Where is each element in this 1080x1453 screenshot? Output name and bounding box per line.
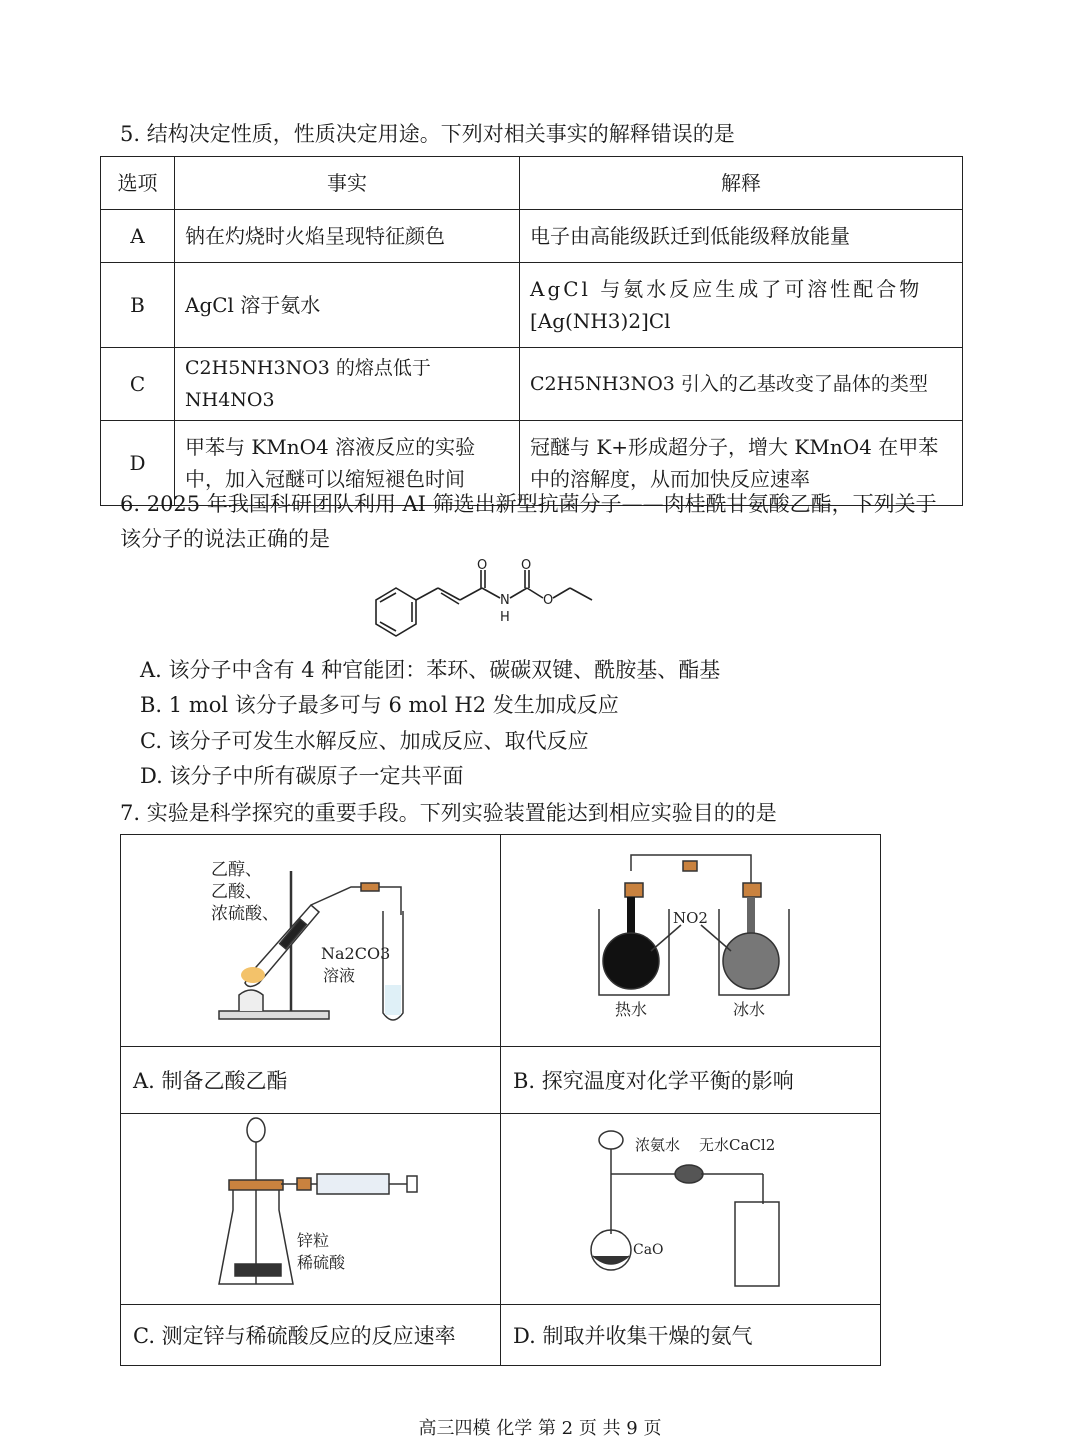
q6-stem-line1: 6. 2025 年我国科研团队利用 AI 筛选出新型抗菌分子——肉桂酰甘氨酸乙酯，下列关于	[120, 492, 937, 516]
q5-stem: 5. 结构决定性质，性质决定用途。下列对相关事实的解释错误的是	[120, 122, 735, 146]
atom-label: O	[477, 558, 488, 573]
table-row	[121, 835, 881, 1047]
table-header: 解释	[520, 157, 963, 210]
explanation-line: AgCl 与氨水反应生成了可溶性配合物	[530, 277, 923, 301]
acid-label: 稀硫酸	[297, 1253, 346, 1272]
fact-cell: C2H5NH3NO3 的熔点低于 NH4NO3	[175, 348, 520, 421]
caption-c: C. 测定锌与稀硫酸反应的反应速率	[121, 1305, 501, 1366]
drier-label: 无水CaCl2	[699, 1136, 776, 1154]
apparatus-a-cell	[121, 835, 501, 1047]
q5-table	[100, 156, 963, 506]
caption-a: A. 制备乙酸乙酯	[121, 1047, 501, 1114]
fact-line: 甲苯与 KMnO4 溶液反应的实验	[185, 435, 476, 459]
apparatus-a-figure	[121, 835, 500, 1046]
table-row	[101, 210, 963, 263]
explanation-cell: C2H5NH3NO3 引入的乙基改变了晶体的类型	[520, 348, 963, 421]
hot-water-label: 热水	[615, 1000, 648, 1019]
atom-label: H	[500, 610, 510, 625]
table-row	[101, 263, 963, 348]
option-letter: C	[101, 348, 175, 421]
explanation-line: 冠醚与 K+形成超分子，增大 KMnO4 在甲苯	[530, 435, 939, 459]
page-footer: 高三四模 化学 第 2 页 共 9 页	[418, 1418, 662, 1439]
apparatus-d-cell	[501, 1114, 881, 1305]
na2co3-label: Na2CO3	[321, 944, 391, 963]
cao-label: CaO	[633, 1242, 664, 1258]
explanation-line: 中的溶解度，从而加快反应速率	[530, 467, 810, 491]
option-letter: B	[101, 263, 175, 348]
q6-option-b: B. 1 mol 该分子最多可与 6 mol H2 发生加成反应	[140, 693, 619, 717]
apparatus-d-figure	[501, 1114, 880, 1304]
caption-b: B. 探究温度对化学平衡的影响	[501, 1047, 881, 1114]
fact-line: 中，加入冠醚可以缩短褪色时间	[185, 467, 465, 491]
fact-cell: 钠在灼烧时火焰呈现特征颜色	[175, 210, 520, 263]
q6-option-d: D. 该分子中所有碳原子一定共平面	[140, 764, 464, 788]
table-row	[121, 1114, 881, 1305]
option-letter: A	[101, 210, 175, 263]
ammonia-label: 浓氨水	[635, 1136, 681, 1154]
option-letter: D	[101, 421, 175, 506]
table-row	[121, 1305, 881, 1366]
molecule-structure	[360, 558, 610, 648]
table-row	[121, 1047, 881, 1114]
table-header: 事实	[175, 157, 520, 210]
apparatus-c-cell	[121, 1114, 501, 1305]
q7-apparatus-table	[120, 834, 881, 1366]
reagent-label: 乙醇、	[211, 860, 262, 880]
atom-label: O	[543, 593, 554, 608]
apparatus-b-cell	[501, 835, 881, 1047]
table-row	[101, 348, 963, 421]
apparatus-c-figure	[121, 1114, 500, 1304]
reagent-label: 浓硫酸、	[211, 904, 279, 924]
zinc-label: 锌粒	[297, 1231, 330, 1250]
table-header: 选项	[101, 157, 175, 210]
explanation-cell: 电子由高能级跃迁到低能级释放能量	[520, 210, 963, 263]
q6-stem-line2: 该分子的说法正确的是	[120, 527, 330, 551]
q6-option-c: C. 该分子可发生水解反应、加成反应、取代反应	[140, 729, 589, 753]
reagent-label: 乙酸、	[211, 882, 262, 902]
table-header-row	[101, 157, 963, 210]
caption-d: D. 制取并收集干燥的氨气	[501, 1305, 881, 1366]
atom-label: O	[521, 558, 532, 573]
apparatus-b-figure	[501, 835, 880, 1046]
fact-cell: AgCl 溶于氨水	[175, 263, 520, 348]
complex-formula: [Ag(NH3)2]Cl	[530, 309, 671, 333]
gas-label: NO2	[673, 909, 708, 927]
explanation-cell	[520, 263, 963, 348]
q7-stem: 7. 实验是科学探究的重要手段。下列实验装置能达到相应实验目的的是	[120, 801, 777, 825]
solution-label: 溶液	[323, 966, 356, 985]
q6-option-a: A. 该分子中含有 4 种官能团：苯环、碳碳双键、酰胺基、酯基	[140, 658, 721, 682]
atom-label: N	[500, 593, 510, 608]
ice-water-label: 冰水	[733, 1000, 766, 1019]
